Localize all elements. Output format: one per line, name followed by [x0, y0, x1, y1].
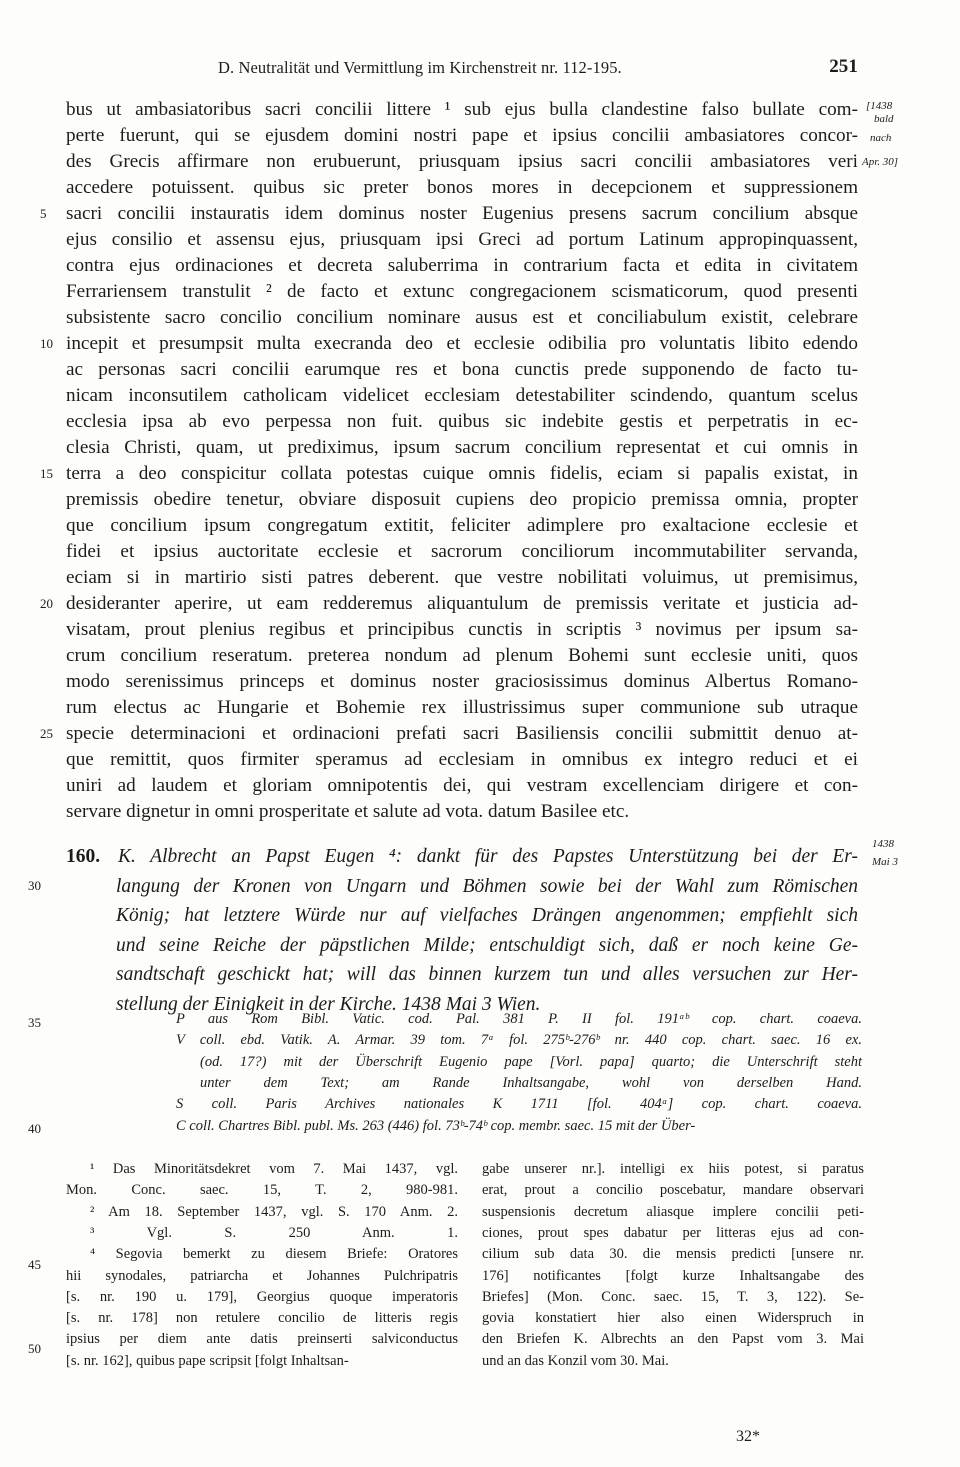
body-line: incepit et presumpsit multa execranda deo et ecclesie odibilia pro voluntatis libito edendo [66, 333, 858, 354]
signature-mark: 32* [736, 1428, 760, 1445]
footnote-line: cilium sub data 30. die mensis predicti [unsere nr. [482, 1246, 864, 1263]
entry-summary-line: sandtschaft geschickt hat; will das binnen kurzem tun und alles versuchen zur Her- [116, 964, 858, 985]
body-line: clesia Christi, quam, ut prediximus, ipsum sacrum concilium representat et cui omnis in [66, 437, 858, 458]
line-number: 15 [40, 466, 53, 481]
body-line: premissis obedire tenetur, obviare disposuit cupiens deo propicio premissa omnia, propter [66, 489, 858, 510]
margin-apr: Apr. 30] [862, 156, 899, 168]
body-line: sacri concilii instauratis idem dominus noster Eugenius presens sacrum concilium absque [66, 203, 858, 224]
body-line: accedere potuissent. quibus sic preter bonos mores in decepcionem et suppressionem [66, 177, 858, 198]
body-line: que remittit, quos firmiter speramus ad ecclesiam in omnibus ex integro reduci et ei [66, 749, 858, 770]
line-number: 5 [40, 206, 47, 221]
body-line: specie determinacioni et ordinacioni prefati sacri Basiliensis concilii submittit denuo at- [66, 723, 858, 744]
body-line: eciam si in martirio sisti patres deberent. que vestre nobilitati voluimus, ut premisimus, [66, 567, 858, 588]
footnote-line: [s. nr. 162], quibus pape scripsit [folgt Inhaltsan- [66, 1352, 349, 1369]
body-line: ejus consilio et assensu ejus, priusquam ipsi Greci ad portum Latinum appropinquassent, [66, 229, 858, 250]
footnote-line: [s. nr. 190 u. 179], Georgius quoque imperatoris [66, 1288, 458, 1305]
body-line: des Grecis affirmare non erubuerunt, priusquam ipsius sacri concilii ambasiatores veri [66, 151, 858, 172]
footnote-line: ⁴ Segovia bemerkt zu diesem Briefe: Oratores [90, 1246, 458, 1263]
footnote-line: Briefes] (Mon. Conc. saec. 15, T. 3, 122). Se- [482, 1288, 864, 1305]
footnote-line: ¹ Das Minoritätsdekret vom 7. Mai 1437, vgl. [90, 1161, 458, 1177]
body-line: nicam inconsutilem catholicam videlicet ecclesiam detestabiliter scindendo, quantum scelus [66, 385, 858, 406]
footnote-line: ² Am 18. September 1437, vgl. S. 170 Anm. 2. [90, 1203, 458, 1220]
body-line: desideranter aperire, ut eam redderemus aliquantulum de premissis veritate et justicia ad- [66, 593, 858, 614]
body-line: Ferrariensem transtulit ² de facto et extunc congregacionem scismaticorum, quod presenti [66, 281, 858, 302]
entry-summary-line: langung der Kronen von Ungarn und Böhmen sowie bei der Wahl zum Römischen [116, 875, 858, 897]
witness-line: unter dem Text; am Rande Inhaltsangabe, wohl von derselben Hand. [200, 1074, 862, 1091]
witness-line: (od. 17?) mit der Überschrift Eugenio pape [Vorl. papa] quarto; die Unterschrift steht [200, 1053, 862, 1070]
entry-summary-line: stellung der Einigkeit in der Kirche. 1438 Mai 3 Wien. [116, 993, 541, 1015]
margin-bald: bald [874, 113, 894, 125]
line-number: 40 [28, 1121, 41, 1136]
body-line: ecclesia ipsa ab evo perpessa non fuit. quibus sic indebite gestis et perpetratis in ec- [66, 411, 858, 432]
footnote-line: gabe unserer nr.]. intelligi ex hiis potest, si paratus [482, 1161, 864, 1177]
witness-line: S coll. Paris Archives nationales K 1711 [fol. 404ᵃ] cop. chart. coaeva. [176, 1096, 862, 1113]
body-line: subsistente sacro concilio concilium nominare ausus est et conciliabulum existit, celebrare [66, 307, 858, 328]
entry-number-label: 160. [66, 846, 101, 867]
footnote-line: 176] notificantes [folgt kurze Inhaltsangabe des [482, 1267, 864, 1284]
footnote-line: und an das Konzil vom 30. Mai. [482, 1352, 669, 1369]
witness-line: P aus Rom Bibl. Vatic. cod. Pal. 381 P. II fol. 191ᵃᵇ cop. chart. coaeva. [176, 1011, 862, 1027]
line-number: 20 [40, 596, 53, 611]
footnote-line: ciones, prout spes dabatur per litteras ejus ad con- [482, 1224, 864, 1241]
body-line: crum concilium reseratum. preterea nondum ad plenum Bohemi sunt ecclesie uniti, quos [66, 645, 858, 666]
margin-date-top: [1438 [866, 100, 893, 112]
footnote-line: suspensionis decretum aliasque implere concilii peti- [482, 1203, 864, 1220]
footnote-line: ipsius per diem ante datis preinserti salviconductus [66, 1331, 458, 1348]
line-number: 45 [28, 1257, 41, 1272]
line-number: 50 [28, 1341, 41, 1356]
body-line: ac personas sacri concilii earumque res et bona cunctis prede supponendo de facto tu- [66, 359, 858, 380]
body-line: fidei et ipsius auctoritate ecclesie et sacrorum conciliorum incommutabiliter servanda, [66, 541, 858, 562]
body-line: perte fuerunt, qui se ejusdem domini nostri pape et ipsius concilii ambasiatores concor- [66, 125, 858, 146]
footnote-line: govia konstatiert hier also einen Widerspruch in [482, 1310, 864, 1327]
footnote-line: den Briefen K. Albrechts an den Papst vom 3. Mai [482, 1331, 864, 1348]
witness-line: C coll. Chartres Bibl. publ. Ms. 263 (446) fol. 73ᵇ-74ᵇ cop. membr. saec. 15 mit der Über- [176, 1117, 696, 1134]
footnote-line: [s. nr. 178] non retulere concilio de litteris regis [66, 1310, 458, 1327]
margin-nach: nach [870, 132, 892, 144]
entry-summary-line: K. Albrecht an Papst Eugen ⁴: dankt für des Papstes Unterstützung bei der Er- [118, 846, 858, 867]
body-line: servare dignetur in omni prosperitate et salute ad vota. datum Basilee etc. [66, 801, 630, 822]
body-line: terra a deo conspicitur collata potestas cuique omnis fidelis, eciam si papalis existat, in [66, 463, 858, 484]
body-line: que concilium ipsum congregatum extitit, feliciter adimplere pro exaltacione ecclesie et [66, 515, 858, 536]
line-number: 30 [28, 878, 41, 893]
entry-number [66, 842, 114, 871]
body-line: uniri ad laudem et gloriam omnipotentis dei, qui vestram excellenciam dirigere et con- [66, 775, 858, 796]
footnote-line: erat, prout a concilio poscebatur, mandare observari [482, 1182, 864, 1199]
line-number: 25 [40, 726, 53, 741]
body-line: visatam, prout plenius regibus et principibus cunctis in scriptis ³ novimus per ipsum sa- [66, 619, 858, 640]
header-title: D. Neutralität und Vermittlung im Kirchenstreit nr. 112-195. [218, 58, 622, 77]
page-number: 251 [829, 56, 858, 77]
witness-line: V coll. ebd. Vatik. A. Armar. 39 tom. 7ᵃ fol. 275ᵇ-276ᵇ nr. 440 cop. chart. saec. 16 ex. [176, 1032, 862, 1049]
margin-entry-day: Mai 3 [872, 856, 898, 868]
footnote-line: Mon. Conc. saec. 15, T. 2, 980-981. [66, 1182, 458, 1199]
line-number: 35 [28, 1015, 41, 1030]
entry-summary-line: und seine Reiche der päpstlichen Milde; entschuldigt sich, daß er noch keine Ge- [116, 934, 858, 956]
body-line: rum electus ac Hungarie et Bohemie rex illustrissimus super communione sub utraque [66, 697, 858, 718]
footnote-line: hii synodales, patriarcha et Johannes Pulchripatris [66, 1267, 458, 1284]
running-header [218, 58, 858, 86]
margin-entry-date: 1438 [872, 838, 894, 850]
body-line: modo serenissimus princeps et dominus noster graciosissimus dominus Albertus Romano- [66, 671, 858, 692]
body-line: bus ut ambasiatoribus sacri concilii littere ¹ sub ejus bulla clandestine falso bullate com- [66, 99, 858, 120]
footnote-line: ³ Vgl. S. 250 Anm. 1. [90, 1224, 458, 1241]
body-line: contra ejus ordinaciones et decreta saluberrima in contrarium facta et edita in civitatem [66, 255, 858, 276]
entry-summary-line: König; hat letztere Würde nur auf vielfaches Drängen angenommen; empfiehlt sich [116, 905, 858, 926]
line-number: 10 [40, 336, 53, 351]
